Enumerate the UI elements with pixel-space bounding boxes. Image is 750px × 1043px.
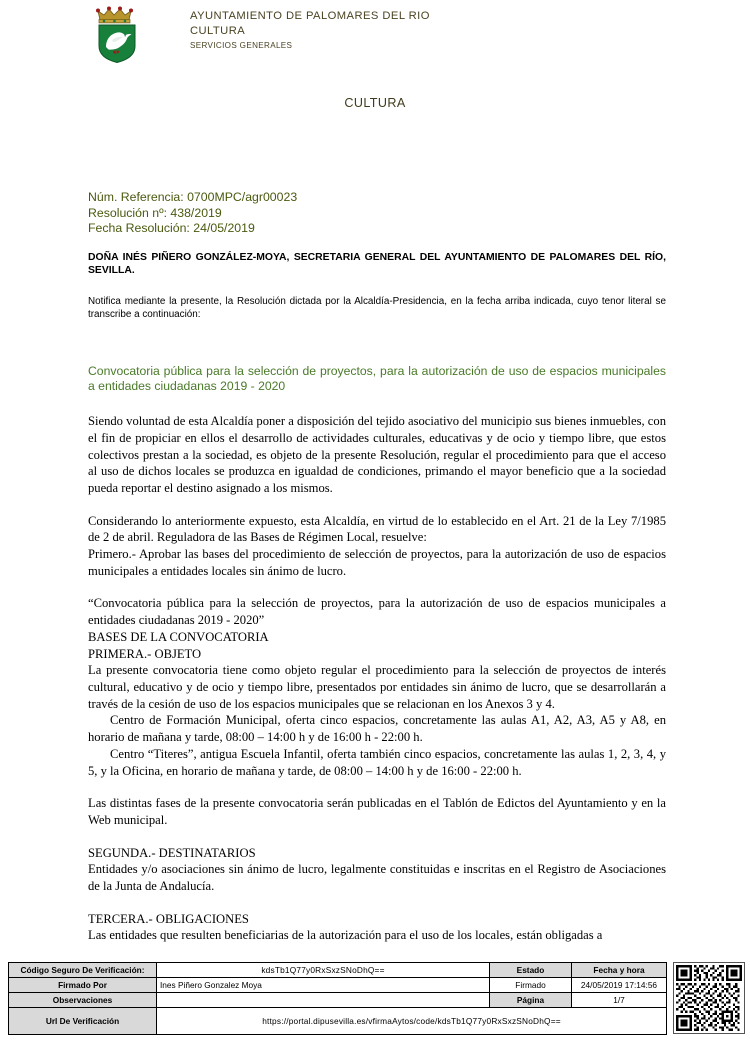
label-codigo-seguro: Código Seguro De Verificación: <box>9 963 157 978</box>
primera-heading: PRIMERA.- OBJETO <box>88 646 202 661</box>
paragraph-14: Las entidades que resulten beneficiarias de la autorización para el uso de los locales, están obligadas a <box>88 928 603 943</box>
value-pagina: 1/7 <box>572 993 667 1008</box>
bases-heading: BASES DE LA CONVOCATORIA <box>88 629 269 644</box>
qr-code-icon <box>673 962 745 1034</box>
department-name: CULTURA <box>190 25 246 37</box>
paragraph-1: Siendo voluntad de esta Alcaldía poner a disposición del tejido asociativo del municipio sus bienes inmuebles, con el fin de propiciar en ellos el desarrollo de actividades culturales, educativas y de ocio y tiempo libre, que estos colectivos prestan a la sociedad, es objeto de la presente Resolución, regular el procedimiento para que el acceso al uso de dichos locales se produzca en igualdad de condiciones, primando el mayor beneficio que a la sociedad pueda reportar el destino asignado a los mismos. <box>88 414 666 495</box>
label-firmado-por: Firmado Por <box>9 978 157 993</box>
paragraph-10: Las distintas fases de la presente convocatoria serán publicadas en el Tablón de Edictos del Ayuntamiento y en la Web municipal. <box>88 796 666 827</box>
verification-footer <box>8 962 742 1035</box>
page-title: CULTURA <box>344 96 406 110</box>
value-firmado-por: Ines Piñero Gonzalez Moya <box>157 978 490 993</box>
label-fecha-hora: Fecha y hora <box>572 963 667 978</box>
table-row <box>9 1008 667 1035</box>
paragraph-7: La presente convocatoria tiene como objeto regular el procedimiento para la selección de proyectos de interés cultural, educativo y de ocio y tiempo libre, presentados por entidades sin ánimo de lucro, que se desarrollarán a través de la cesión de uso de los espacios municipales que se relacionan en los Anexos 3 y 4. <box>88 663 666 711</box>
value-codigo-seguro: kdsTb1Q77y0RxSxzSNoDhQ== <box>157 963 490 978</box>
label-estado: Estado <box>490 963 572 978</box>
tercera-heading: TERCERA.- OBLIGACIONES <box>88 911 249 926</box>
label-url-verificacion: Url De Verificación <box>9 1008 157 1035</box>
reference-number: Núm. Referencia: 0700MPC/agr00023 <box>88 190 298 204</box>
organization-name: AYUNTAMIENTO DE PALOMARES DEL RIO <box>190 10 430 22</box>
notification-paragraph: Notifica mediante la presente, la Resolución dictada por la Alcaldía-Presidencia, en la fecha arriba indicada, cuyo tenor literal se transcribe a continuación: <box>88 295 666 321</box>
value-url-verificacion[interactable]: https://portal.dipusevilla.es/vfirmaAytos/code/kdsTb1Q77y0RxSxzSNoDhQ== <box>157 1008 667 1035</box>
label-observaciones: Observaciones <box>9 993 157 1008</box>
crest-container <box>86 6 148 64</box>
resolution-text <box>88 413 666 944</box>
value-estado: Firmado <box>490 978 572 993</box>
value-observaciones <box>157 993 490 1008</box>
verification-table <box>8 962 667 1035</box>
secretary-declaration: DOÑA INÉS PIÑERO GONZÁLEZ-MOYA, SECRETARIA GENERAL DEL AYUNTAMIENTO DE PALOMARES DEL RÍO, SEVILLA. <box>88 251 666 277</box>
label-pagina: Página <box>490 993 572 1008</box>
paragraph-9: Centro “Titeres”, antigua Escuela Infantil, oferta también cinco espacios, concretamente las aulas 1, 2, 3, 4, y 5, y la Oficina, en horario de mañana y tarde, de 08:00 – 14:00 h y de 16:00 - 22:00 h. <box>88 746 666 778</box>
paragraph-8: Centro de Formación Municipal, oferta cinco espacios, concretamente las aulas A1, A2, A3, A5 y A8, en horario de mañana y tarde, 08:00 – 14:00 h y de 16:00 h - 22:00 h. <box>88 713 666 745</box>
service-name: SERVICIOS GENERALES <box>190 41 293 50</box>
resolution-date: Fecha Resolución: 24/05/2019 <box>88 221 255 236</box>
table-row <box>9 993 667 1008</box>
table-row <box>9 978 667 993</box>
coat-of-arms-icon <box>92 6 142 64</box>
header-text-block <box>190 6 430 52</box>
value-fecha-hora: 24/05/2019 17:14:56 <box>572 978 667 993</box>
document-body <box>88 190 666 944</box>
resolution-number: Resolución nº: 438/2019 <box>88 205 222 220</box>
paragraph-3: Primero.- Aprobar las bases del procedimiento de selección de proyectos, para la autorización de uso de espacios municipales a entidades locales sin ánimo de lucro. <box>88 547 666 578</box>
paragraph-4: “Convocatoria pública para la selección de proyectos, para la autorización de uso de espacios municipales a entidades ciudadanas 2019 - 2020” <box>88 596 666 628</box>
document-header <box>0 6 750 68</box>
convocatoria-title: Convocatoria pública para la selección de proyectos, para la autorización de uso de espacios municipales a entidades ciudadanas 2019 - 2020 <box>88 363 666 394</box>
segunda-heading: SEGUNDA.- DESTINATARIOS <box>88 845 256 860</box>
paragraph-12: Entidades y/o asociaciones sin ánimo de lucro, legalmente constituidas e inscritas en el Registro de Asociaciones de la Junta de Andalucía. <box>88 862 666 894</box>
reference-block <box>88 190 666 237</box>
paragraph-2: Considerando lo anteriormente expuesto, esta Alcaldía, en virtud de lo establecido en el Art. 21 de la Ley 7/1985 de 2 de abril. Reguladora de las Bases de Régimen Local, resuelve: <box>88 513 666 545</box>
table-row <box>9 963 667 978</box>
qr-code-graphic <box>676 965 742 1031</box>
